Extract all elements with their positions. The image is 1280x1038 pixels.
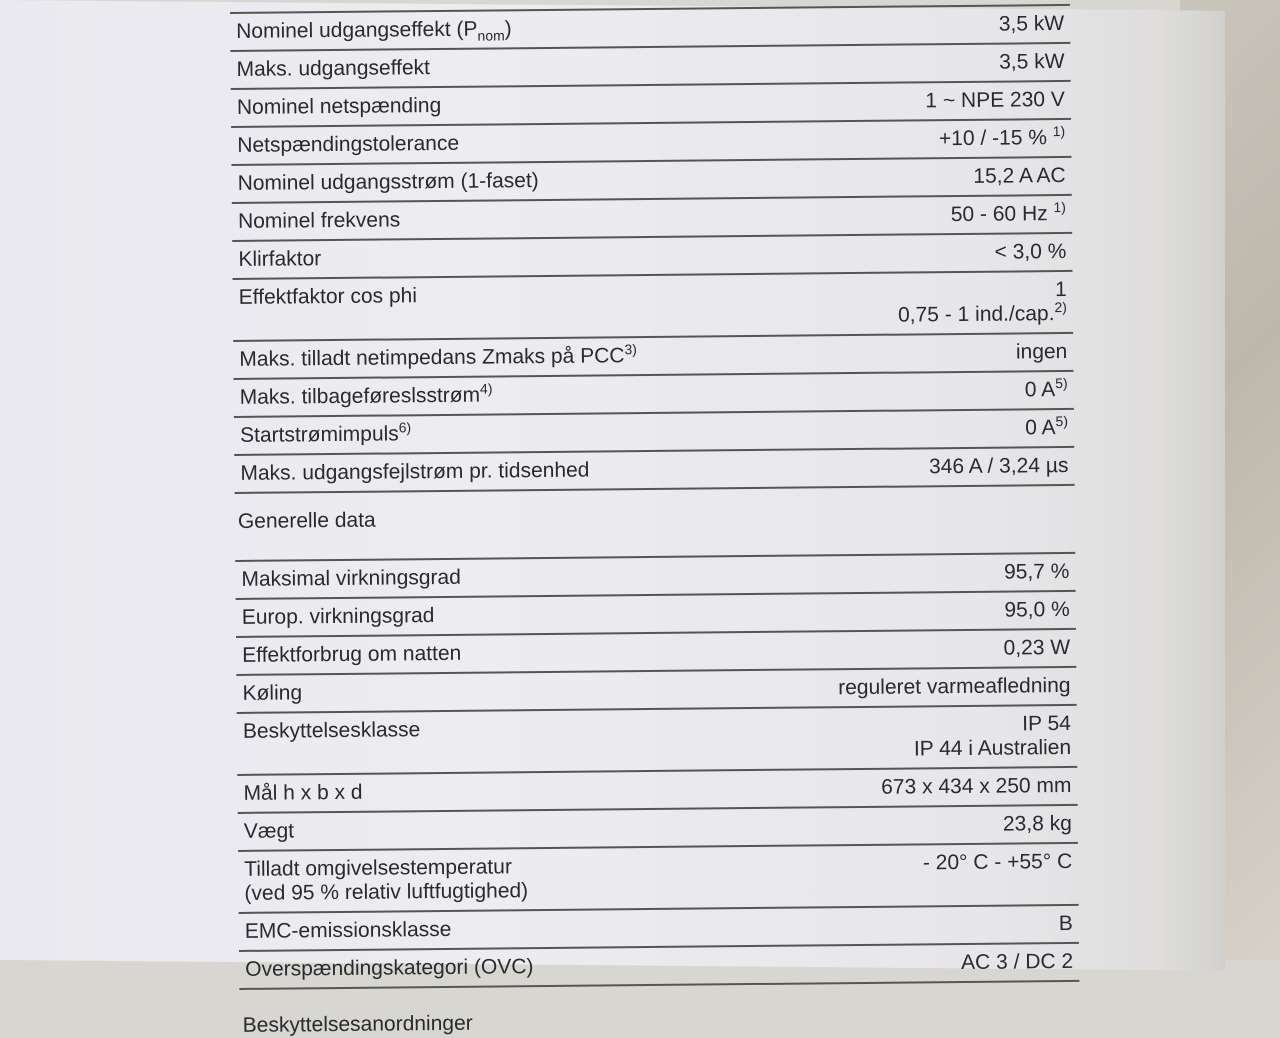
row-value: 15,2 A AC [973, 163, 1066, 188]
row-value: ingen [1015, 339, 1068, 364]
row-value: AC 3 / DC 2 [961, 949, 1074, 975]
row-label: Køling [242, 681, 303, 705]
row-label: Nominel udgangsstrøm (1-faset) [237, 169, 539, 195]
row-label: Nominel udgangseffekt $(P_{nom})$ [236, 17, 512, 44]
row-label: Nominel netspænding [236, 93, 442, 119]
row-value: 673 x 434 x 250 mm [881, 773, 1072, 799]
row-value: 0 $A^{5)}$ [1024, 374, 1068, 402]
row-label: Nominel frekvens [237, 208, 401, 233]
row-label: Overspændingskategori (OVC) [245, 955, 534, 981]
row-value: 0,23 W [1003, 635, 1071, 660]
row-label: Maks. tilbageføreslsstrøm$^{4)}$ [239, 380, 493, 409]
row-value: IP 54 IP 44 i Australien [913, 711, 1072, 761]
table-row [233, 272, 1074, 342]
row-value: 3,5 kW [998, 11, 1065, 36]
row-value: 1 0,75 - 1 ind./cap.$^{2)}$ [897, 277, 1067, 327]
table-row [238, 844, 1079, 914]
row-value: +10 / -15 % $^{1)}$ [938, 122, 1066, 151]
row-value: 95,0 % [1004, 597, 1070, 622]
row-value: 1 ~ NPE 230 V [925, 87, 1065, 113]
row-value: 3,5 kW [999, 49, 1065, 74]
row-label: Beskyttelsesklasse [242, 718, 421, 743]
row-label: Europ. virkningsgrad [241, 604, 435, 629]
spec-table [230, 4, 1080, 1038]
row-value: 95,7 % [1003, 559, 1070, 584]
row-value: 0 $A^{5)}$ [1025, 412, 1069, 440]
row-label: Effektfaktor cos phi [238, 284, 418, 309]
row-value: B [1058, 911, 1073, 936]
row-value: < 3,0 % [994, 239, 1067, 264]
row-value: 23,8 kg [1002, 811, 1072, 836]
row-label: Startstrømimpuls$^{6)}$ [239, 419, 412, 447]
row-label: Maks. udgangseffekt [236, 56, 431, 81]
row-label: Maks. udgangsfejlstrøm pr. tidsenhed [240, 458, 590, 485]
row-label: Tilladt omgivelsestemperatur (ved 95 % relativ luftfugtighed) [244, 855, 529, 905]
row-value: 50 - 60 Hz $^{1)}$ [950, 198, 1066, 227]
row-value: - 20° C - +55° C [922, 849, 1073, 875]
row-value: 346 A / 3,24 µs [928, 453, 1069, 479]
section-title-general: Generelle data [237, 508, 376, 533]
row-label: Maksimal virkningsgrad [241, 565, 461, 591]
row-label: EMC-emissionsklasse [244, 917, 452, 943]
row-label: Vægt [243, 819, 295, 843]
row-label: Maks. tilladt netimpedans Zmaks på PCC$^{3)}$ [239, 341, 637, 371]
page-edge-shadow [1160, 10, 1225, 971]
row-label: Netspændingstolerance [237, 131, 460, 157]
row-label: Mål h x b x d [243, 780, 363, 805]
table-row [237, 706, 1078, 776]
row-label: Effektforbrug om natten [242, 641, 462, 667]
row-label: Klirfaktor [238, 247, 322, 271]
section-title-protection: Beskyttelsesanordninger [242, 1011, 473, 1037]
row-value: reguleret varmeafledning [838, 673, 1071, 700]
